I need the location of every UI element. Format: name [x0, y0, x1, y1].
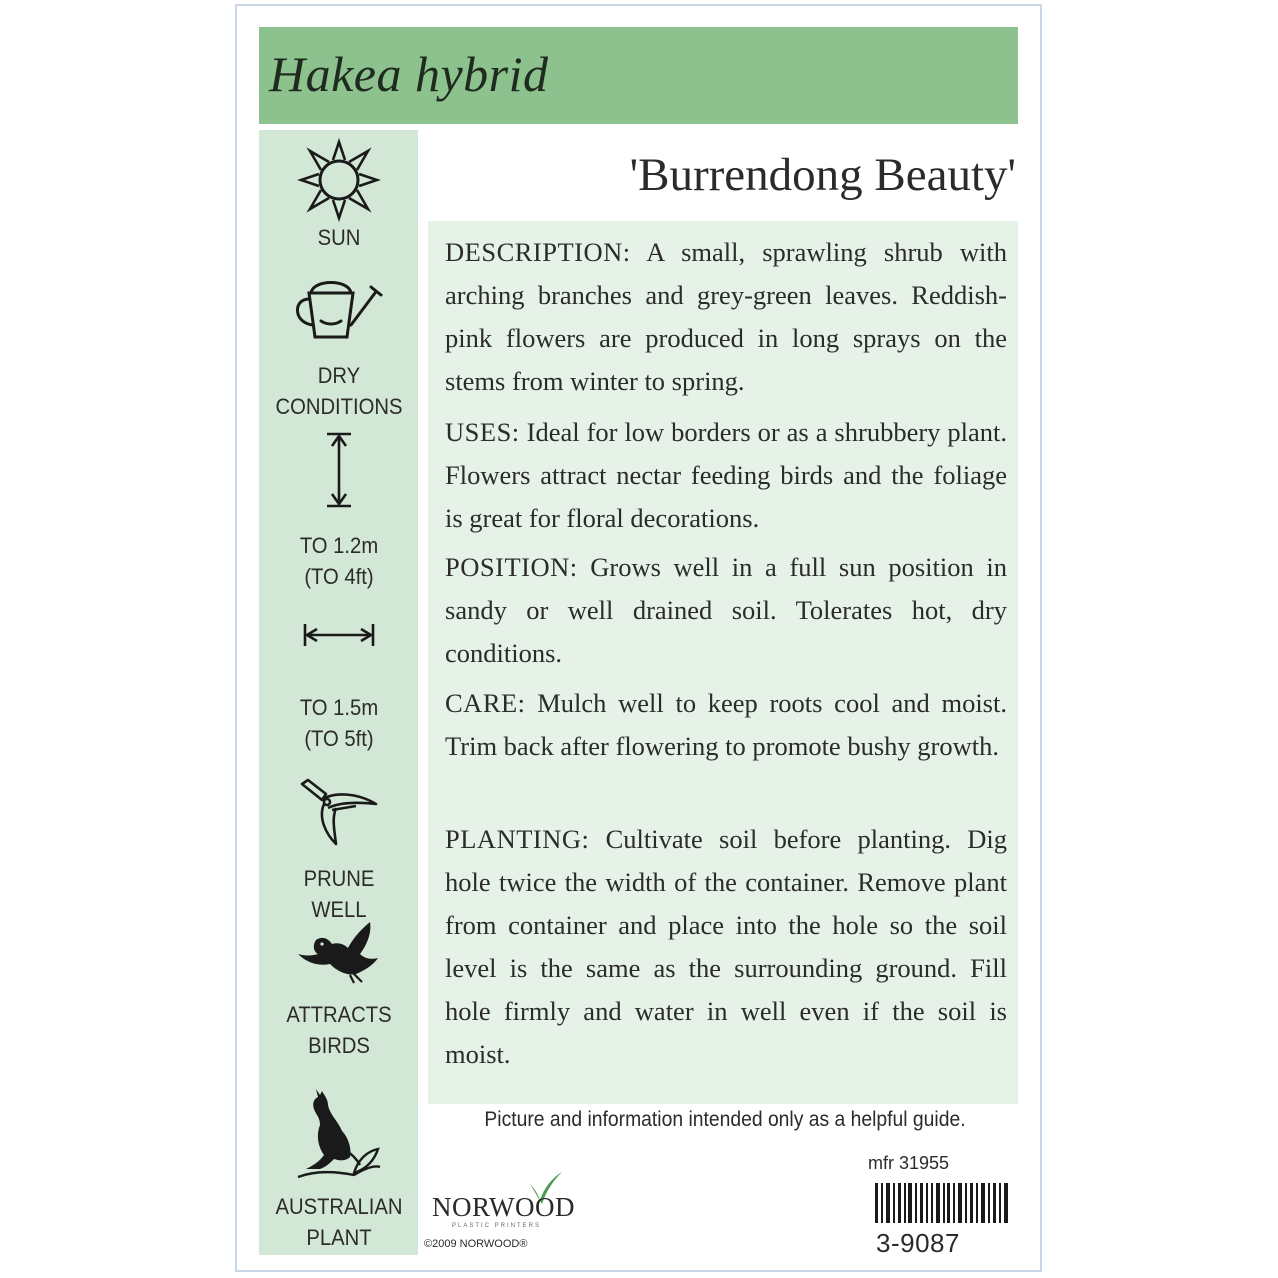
description-text: A small, sprawling shrub with arching branches and grey-green leaves. Reddish-pink flowers are produced in long sprays on the stems from winter to spring. — [445, 237, 1007, 396]
width-arrow-icon — [259, 620, 418, 650]
barcode — [875, 1183, 1011, 1223]
description-section — [445, 231, 1007, 403]
brand-subtitle: PLASTIC PRINTERS — [452, 1223, 542, 1229]
kangaroo-icon — [259, 1085, 418, 1181]
height-line1: TO 1.2m — [299, 533, 379, 558]
attracts-birds-line1: ATTRACTS — [286, 1002, 392, 1027]
prune-line1: PRUNE — [303, 866, 375, 891]
dry-conditions-line2: CONDITIONS — [275, 394, 403, 419]
height-line2: (TO 4ft) — [304, 564, 374, 589]
cultivar-name: 'Burrendong Beauty' — [629, 149, 1016, 201]
prune-label — [261, 863, 417, 925]
watering-can-icon — [259, 275, 418, 345]
care-text: Mulch well to keep roots cool and moist. Trim back after flowering to promote bushy growth. — [445, 688, 1007, 761]
disclaimer-text: Picture and information intended only as a helpful guide. — [484, 1108, 966, 1131]
position-heading: POSITION: — [445, 552, 578, 582]
position-section — [445, 546, 1007, 675]
australian-plant-line2: PLANT — [306, 1225, 372, 1250]
planting-heading: PLANTING: — [445, 824, 590, 854]
height-label — [261, 530, 417, 592]
mfr-code: mfr 31955 — [868, 1153, 950, 1173]
uses-heading: USES: — [445, 417, 520, 447]
care-icons-sidebar — [259, 130, 418, 1255]
sun-label: SUN — [317, 225, 361, 250]
dry-conditions-label — [261, 360, 417, 422]
uses-text: Ideal for low borders or as a shrubbery plant. Flowers attract nectar feeding birds and the foliage is great for floral decorations. — [445, 417, 1007, 533]
barcode-number: 3-9087 — [876, 1228, 960, 1258]
width-line1: TO 1.5m — [299, 695, 379, 720]
height-arrow-icon — [259, 430, 418, 510]
prune-line2: WELL — [311, 897, 367, 922]
bird-icon — [259, 920, 418, 984]
uses-section — [445, 411, 1007, 540]
planting-section — [445, 818, 1007, 1076]
header-band — [259, 27, 1018, 124]
width-label — [261, 692, 417, 754]
copyright-text: ©2009 NORWOOD® — [424, 1238, 528, 1250]
sun-icon — [259, 138, 418, 222]
position-text: Grows well in a full sun position in sandy or well drained soil. Tolerates hot, dry conditions. — [445, 552, 1007, 668]
botanical-name: Hakea hybrid — [269, 46, 549, 102]
dry-conditions-line1: DRY — [317, 363, 361, 388]
width-line2: (TO 5ft) — [304, 726, 374, 751]
attracts-birds-line2: BIRDS — [308, 1033, 370, 1058]
care-section — [445, 682, 1007, 768]
attracts-birds-label — [261, 999, 417, 1061]
australian-plant-line1: AUSTRALIAN — [275, 1194, 403, 1219]
australian-plant-label — [261, 1191, 417, 1253]
secateurs-icon — [259, 778, 418, 848]
brand-name: NORWOOD — [432, 1192, 575, 1222]
planting-text: Cultivate soil before planting. Dig hole twice the width of the container. Remove plant from container and place into the hole so the soil level is the same as the surrounding ground. Fill hole firmly and water in well even if the soil is moist. — [445, 824, 1007, 1069]
description-heading: DESCRIPTION: — [445, 237, 631, 267]
care-heading: CARE: — [445, 688, 526, 718]
